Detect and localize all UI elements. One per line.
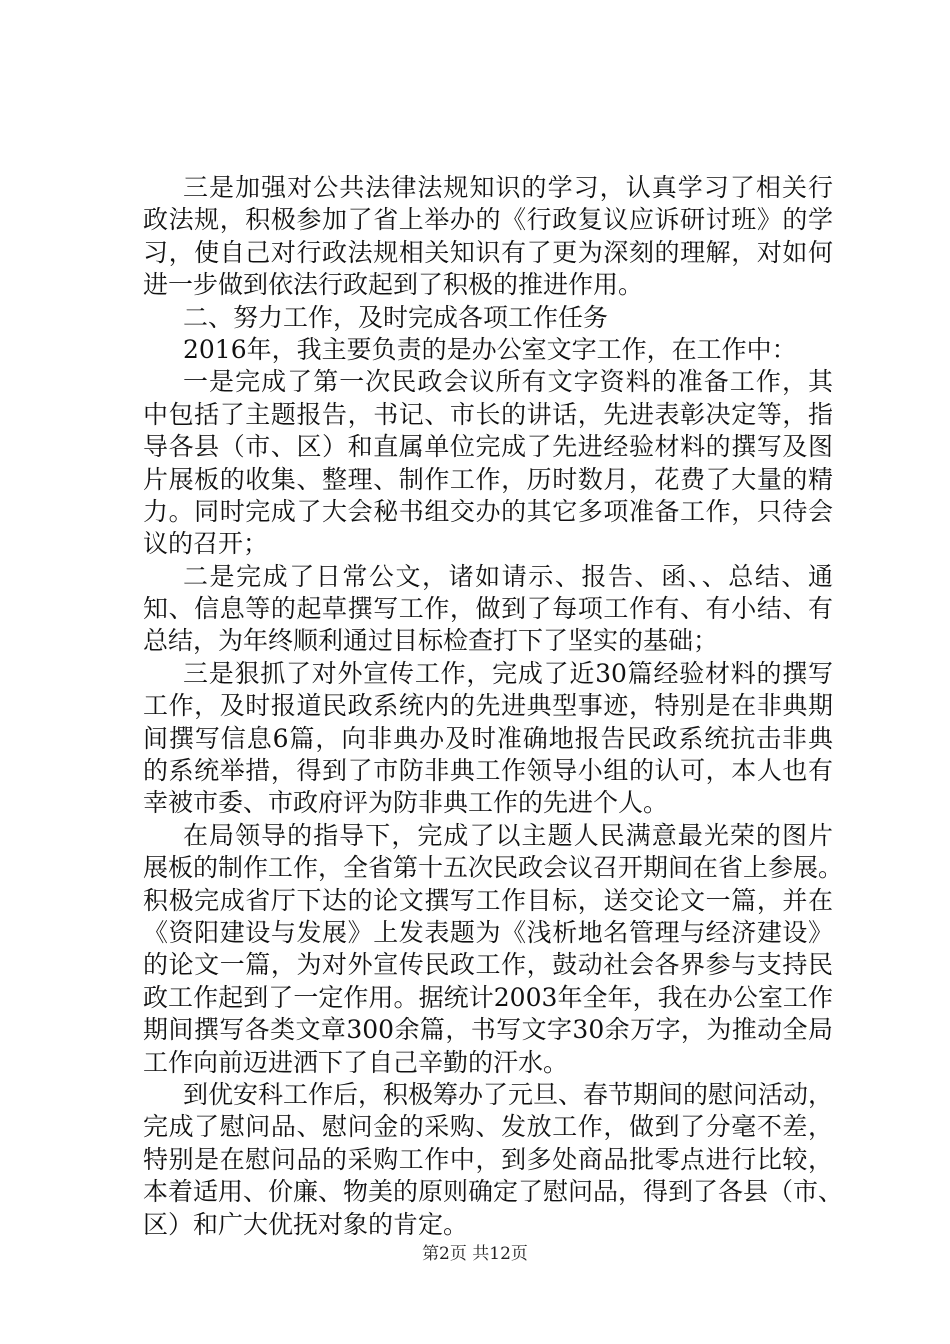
text-line: 在局领导的指导下，完成了以主题人民满意最光荣的图片	[183, 820, 833, 850]
text-line: 习，使自己对行政法规相关知识有了更为深刻的理解，对如何	[143, 237, 833, 267]
text-line: 期间撰写各类文章300余篇，书写文字30余万字，为推动全局	[143, 1015, 833, 1045]
text-line: 片展板的收集、整理、制作工作，历时数月，花费了大量的精	[143, 464, 833, 494]
text-line: 三是狠抓了对外宣传工作，完成了近30篇经验材料的撰写	[183, 658, 833, 688]
text-line: 完成了慰问品、慰问金的采购、发放工作，做到了分毫不差，	[143, 1112, 833, 1142]
text-line: 政工作起到了一定作用。据统计2003年全年，我在办公室工作	[143, 982, 833, 1012]
text-line: 导各县（市、区）和直属单位完成了先进经验材料的撰写及图	[143, 432, 833, 462]
text-line: 的论文一篇，为对外宣传民政工作，鼓动社会各界参与支持民	[143, 950, 833, 980]
text-line: 展板的制作工作，全省第十五次民政会议召开期间在省上参展。	[143, 853, 844, 883]
text-line: 的系统举措，得到了市防非典工作领导小组的认可，本人也有	[143, 756, 833, 786]
text-line: 一是完成了第一次民政会议所有文字资料的准备工作，其	[183, 367, 833, 397]
text-line: 政法规，积极参加了省上举办的《行政复议应诉研讨班》的学	[143, 205, 833, 235]
text-line: 二是完成了日常公文，诸如请示、报告、函、、总结、通	[183, 561, 833, 591]
text-line: 中包括了主题报告，书记、市长的讲话，先进表彰决定等，指	[143, 399, 833, 429]
text-line: 工作，及时报道民政系统内的先进典型事迹，特别是在非典期	[143, 691, 833, 721]
text-line: 区）和广大优抚对象的肯定。	[143, 1209, 469, 1239]
text-line: 2016年，我主要负责的是办公室文字工作，在工作中：	[183, 334, 797, 364]
text-line: 力。同时完成了大会秘书组交办的其它多项准备工作，只待会	[143, 496, 833, 526]
page-number: 第2页 共12页	[422, 1244, 528, 1264]
text-line: 总结，为年终顺利通过目标检查打下了坚实的基础；	[143, 626, 719, 656]
text-line: 本着适用、价廉、物美的原则确定了慰问品，得到了各县（市、	[143, 1177, 844, 1207]
text-line: 三是加强对公共法律法规知识的学习，认真学习了相关行	[183, 173, 833, 202]
text-line: 议的召开；	[143, 529, 269, 559]
text-line: 进一步做到依法行政起到了积极的推进作用。	[143, 270, 644, 300]
text-line: 《资阳建设与发展》上发表题为《浅析地名管理与经济建设》	[143, 917, 833, 947]
text-line: 工作向前迈进洒下了自己辛勤的汗水。	[143, 1047, 569, 1077]
text-line: 特别是在慰问品的采购工作中，到多处商品批零点进行比较，	[143, 1144, 833, 1174]
text-line: 幸被市委、市政府评为防非典工作的先进个人。	[143, 788, 669, 818]
text-line: 到优安科工作后，积极筹办了元旦、春节期间的慰问活动，	[183, 1079, 834, 1109]
text-line: 知、信息等的起草撰写工作，做到了每项工作有、有小结、有	[143, 594, 833, 624]
section-heading: 二、努力工作，及时完成各项工作任务	[183, 302, 609, 332]
document-body	[143, 172, 844, 1241]
text-line: 积极完成省厅下达的论文撰写工作目标，送交论文一篇，并在	[143, 885, 833, 915]
text-line: 间撰写信息6篇，向非典办及时准确地报告民政系统抗击非典	[143, 723, 833, 753]
